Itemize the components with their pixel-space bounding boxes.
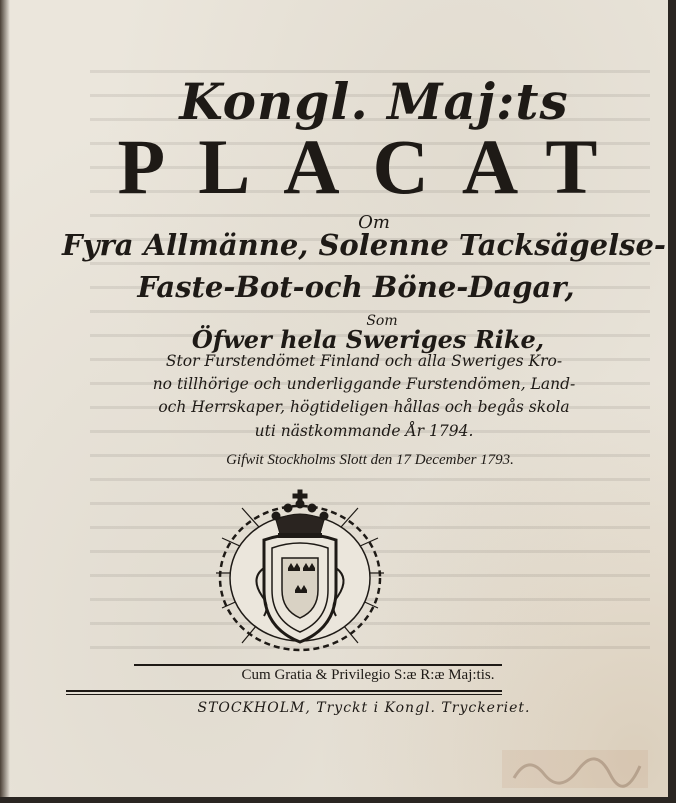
subtitle-line-1: Fyra Allmänne, Solenne Tacksägelse- (62, 228, 666, 262)
subtitle-line-3: Öfwer hela Sweriges Rike, (191, 325, 545, 354)
title-placat: PLACAT (117, 123, 631, 210)
royal-crown-shield-emblem-icon (212, 478, 388, 658)
privilege-line: Cum Gratia & Privilegio S:æ R:æ Maj:tis. (241, 667, 495, 683)
body-line-2: no tillhörige och underliggande Furstendömen, Land- (152, 375, 576, 393)
word-om: Om (358, 212, 390, 233)
body-line-1: Stor Furstendömet Finland och alla Sweriges Kro- (165, 352, 563, 370)
body-line-3: och Herrskaper, högtideligen hållas och begås skola (158, 398, 570, 416)
imprint-line: STOCKHOLM, Tryckt i Kongl. Tryckeriet. (197, 700, 531, 716)
faded-stamp-icon (500, 744, 650, 792)
divider-bottom-thin (66, 694, 502, 695)
page-binding-edge (0, 0, 10, 797)
title-royal: Kongl. Maj:ts (179, 72, 569, 131)
word-som: Som (366, 313, 398, 329)
body-line-4: uti nästkommande År 1794. (254, 422, 474, 440)
subtitle-line-2: Faste-Bot-och Böne-Dagar, (137, 270, 575, 304)
given-at-line: Gifwit Stockholms Slott den 17 December 1793. (226, 452, 514, 468)
divider-bottom (66, 690, 502, 692)
divider-top (134, 664, 502, 666)
